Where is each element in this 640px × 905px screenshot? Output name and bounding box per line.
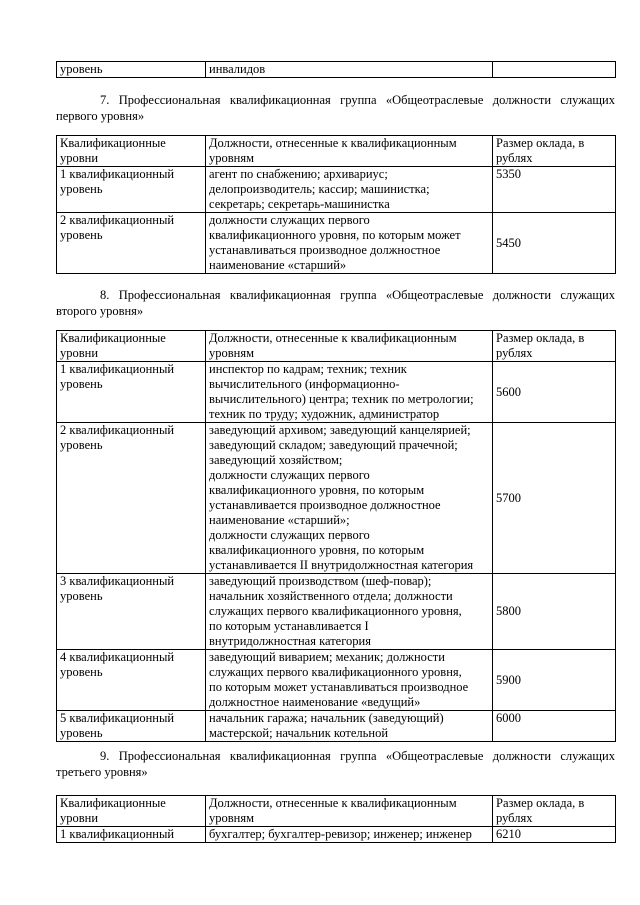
group8-heading-line1: 8. Профессиональная квалификационная группа «Общеотраслевые должности служащих bbox=[100, 288, 615, 302]
header-text: рублях bbox=[496, 346, 533, 360]
header-text: Размер оклада, в bbox=[496, 796, 585, 810]
level-cell bbox=[57, 213, 206, 274]
level-text: 1 квалификационный bbox=[60, 827, 175, 841]
positions-text: начальник хозяйственного отдела; должности bbox=[209, 589, 453, 603]
positions-text: должности служащих первого bbox=[209, 213, 370, 227]
table-header-row bbox=[57, 796, 616, 827]
salary-cell bbox=[493, 167, 616, 213]
table-row bbox=[57, 711, 616, 742]
table-row bbox=[57, 62, 616, 78]
group8-heading bbox=[56, 287, 615, 319]
table-row bbox=[57, 362, 616, 423]
level-text: 3 квалификационный bbox=[60, 574, 175, 588]
salary-cell bbox=[493, 711, 616, 742]
header-text: Должности, отнесенные к квалификационным bbox=[209, 796, 457, 810]
header-text: рублях bbox=[496, 151, 533, 165]
header-salary-cell bbox=[493, 796, 616, 827]
group7-table bbox=[56, 135, 616, 274]
positions-text: внутридолжностная категория bbox=[209, 634, 371, 648]
positions-text: служащих первого квалификационного уровня, bbox=[209, 665, 462, 679]
positions-text: бухгалтер; бухгалтер-ревизор; инженер; инженер bbox=[209, 827, 472, 841]
positions-text: должностное наименование «ведущий» bbox=[209, 695, 421, 709]
level-cell bbox=[57, 827, 206, 843]
positions-cell bbox=[206, 423, 493, 574]
table-row bbox=[57, 213, 616, 274]
positions-text: техник по труду; художник, администратор bbox=[209, 407, 440, 421]
positions-text: вычислительного) центра; техник по метрологии; bbox=[209, 392, 474, 406]
level-cell bbox=[57, 650, 206, 711]
header-text: уровням bbox=[209, 811, 255, 825]
table-row bbox=[57, 650, 616, 711]
header-level-cell bbox=[57, 136, 206, 167]
level-cell bbox=[57, 167, 206, 213]
group9-table bbox=[56, 795, 616, 843]
positions-text: наименование «старший»; bbox=[209, 513, 350, 527]
positions-cell bbox=[206, 827, 493, 843]
group7-heading-line2: первого уровня» bbox=[56, 109, 145, 123]
header-text: Должности, отнесенные к квалификационным bbox=[209, 331, 457, 345]
salary-cell bbox=[493, 827, 616, 843]
header-positions-cell bbox=[206, 136, 493, 167]
positions-text: по которым устанавливается I bbox=[209, 619, 369, 633]
positions-cell: инвалидов bbox=[206, 62, 493, 78]
table-row bbox=[57, 574, 616, 650]
header-text: Квалификационные bbox=[60, 796, 166, 810]
level-text: уровень bbox=[60, 182, 103, 196]
positions-text: устанавливается II внутридолжностная категория bbox=[209, 558, 474, 572]
salary-cell bbox=[493, 362, 616, 423]
level-cell bbox=[57, 362, 206, 423]
positions-text: наименование «старший» bbox=[209, 258, 347, 272]
level-text: уровень bbox=[60, 726, 103, 740]
top-fragment-table bbox=[56, 61, 616, 78]
positions-text: квалификационного уровня, по которым bbox=[209, 543, 425, 557]
salary-cell bbox=[493, 574, 616, 650]
table-row bbox=[57, 167, 616, 213]
level-text: 2 квалификационный bbox=[60, 213, 175, 227]
header-positions-cell bbox=[206, 331, 493, 362]
table-header-row bbox=[57, 331, 616, 362]
group7-heading-line1: 7. Профессиональная квалификационная группа «Общеотраслевые должности служащих bbox=[100, 93, 615, 107]
level-cell: уровень bbox=[57, 62, 206, 78]
table-row bbox=[57, 827, 616, 843]
positions-text: должности служащих первого bbox=[209, 528, 370, 542]
group9-heading-line2: третьего уровня» bbox=[56, 765, 148, 779]
header-text: уровням bbox=[209, 151, 255, 165]
salary-cell bbox=[493, 423, 616, 574]
header-text: Размер оклада, в bbox=[496, 331, 585, 345]
level-text: уровень bbox=[60, 438, 103, 452]
positions-cell bbox=[206, 711, 493, 742]
group9-heading bbox=[56, 748, 615, 780]
positions-text: по которым может устанавливаться производное bbox=[209, 680, 469, 694]
positions-cell bbox=[206, 650, 493, 711]
positions-cell bbox=[206, 574, 493, 650]
positions-text: заведующий производством (шеф-повар); bbox=[209, 574, 432, 588]
header-text: Квалификационные bbox=[60, 331, 166, 345]
positions-text: должности служащих первого bbox=[209, 468, 370, 482]
level-text: уровень bbox=[60, 377, 103, 391]
header-text: Должности, отнесенные к квалификационным bbox=[209, 136, 457, 150]
level-text: 2 квалификационный bbox=[60, 423, 175, 437]
positions-text: заведующий хозяйством; bbox=[209, 453, 343, 467]
header-text: уровни bbox=[60, 151, 99, 165]
salary-text: 5350 bbox=[496, 167, 521, 181]
salary-cell bbox=[493, 213, 616, 274]
positions-text: заведующий архивом; заведующий канцелярией; bbox=[209, 423, 471, 437]
positions-cell bbox=[206, 213, 493, 274]
header-positions-cell bbox=[206, 796, 493, 827]
group8-table bbox=[56, 330, 616, 742]
group9-heading-line1: 9. Профессиональная квалификационная группа «Общеотраслевые должности служащих bbox=[100, 749, 615, 763]
header-text: Квалификационные bbox=[60, 136, 166, 150]
level-cell bbox=[57, 574, 206, 650]
header-text: уровни bbox=[60, 346, 99, 360]
level-cell bbox=[57, 711, 206, 742]
level-text: 1 квалификационный bbox=[60, 167, 175, 181]
header-text: Размер оклада, в bbox=[496, 136, 585, 150]
positions-text: мастерской; начальник котельной bbox=[209, 726, 389, 740]
positions-text: служащих первого квалификационного уровня, bbox=[209, 604, 462, 618]
positions-cell bbox=[206, 362, 493, 423]
table-header-row bbox=[57, 136, 616, 167]
header-text: уровням bbox=[209, 346, 255, 360]
header-level-cell bbox=[57, 796, 206, 827]
salary-text: 6000 bbox=[496, 711, 521, 725]
salary-text: 5800 bbox=[496, 604, 521, 618]
salary-text: 6210 bbox=[496, 827, 521, 841]
positions-text: устанавливается производное должностное bbox=[209, 498, 441, 512]
positions-text: квалификационного уровня, по которым bbox=[209, 483, 425, 497]
salary-text: 5450 bbox=[496, 235, 521, 250]
header-salary-cell bbox=[493, 136, 616, 167]
positions-cell bbox=[206, 167, 493, 213]
positions-text: агент по снабжению; архивариус; bbox=[209, 167, 388, 181]
salary-cell bbox=[493, 650, 616, 711]
positions-text: делопроизводитель; кассир; машинистка; bbox=[209, 182, 430, 196]
header-level-cell bbox=[57, 331, 206, 362]
positions-text: заведующий виварием; механик; должности bbox=[209, 650, 445, 664]
salary-text: 5600 bbox=[496, 384, 521, 399]
table-row bbox=[57, 423, 616, 574]
header-text: рублях bbox=[496, 811, 533, 825]
level-text: 1 квалификационный bbox=[60, 362, 175, 376]
level-cell bbox=[57, 423, 206, 574]
salary-text: 5700 bbox=[496, 490, 521, 505]
level-text: 5 квалификационный bbox=[60, 711, 175, 725]
positions-text: квалификационного уровня, по которым может bbox=[209, 228, 461, 242]
positions-text: заведующий складом; заведующий прачечной; bbox=[209, 438, 458, 452]
positions-text: инспектор по кадрам; техник; техник bbox=[209, 362, 407, 376]
positions-text: устанавливаться производное должностное bbox=[209, 243, 441, 257]
salary-cell bbox=[493, 62, 616, 78]
header-salary-cell bbox=[493, 331, 616, 362]
level-text: уровень bbox=[60, 589, 103, 603]
group8-heading-line2: второго уровня» bbox=[56, 304, 144, 318]
positions-text: секретарь; секретарь-машинистка bbox=[209, 197, 390, 211]
level-text: уровень bbox=[60, 228, 103, 242]
group7-heading bbox=[56, 92, 615, 124]
salary-text: 5900 bbox=[496, 672, 521, 687]
positions-text: вычислительного (информационно- bbox=[209, 377, 400, 391]
level-text: 4 квалификационный bbox=[60, 650, 175, 664]
positions-text: начальник гаража; начальник (заведующий) bbox=[209, 711, 444, 725]
level-text: уровень bbox=[60, 665, 103, 679]
header-text: уровни bbox=[60, 811, 99, 825]
